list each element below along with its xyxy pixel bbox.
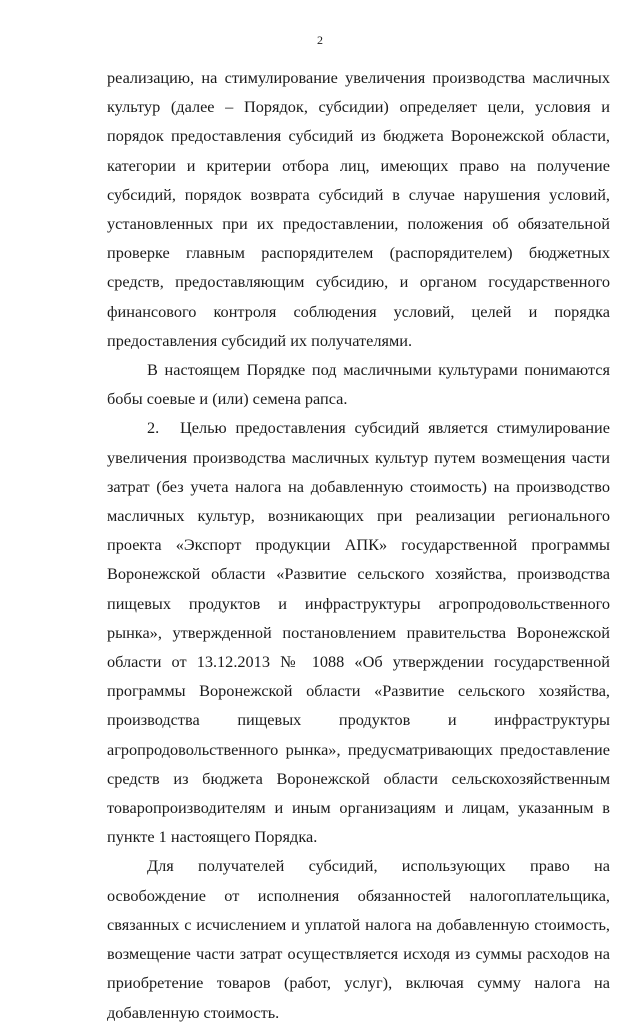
page-number: 2	[317, 33, 323, 47]
paragraph-number: 2.	[147, 418, 160, 438]
paragraph-vat-exemption: Для получателей субсидий, использующих право на освобождение от исполнения обязанностей налогоплательщика, связанных с исчислением и уплатой налога на добавленную стоимость, возмещение части затрат осуществляется исходя из суммы расходов на приобретение товаров (работ, услуг), включая сумму налога на добавленную стоимость.	[107, 856, 610, 1022]
paragraph-oilseed-definition: В настоящем Порядке под масличными культурами понимаются бобы соевые и (или) семена рапса.	[107, 360, 610, 409]
document-body	[107, 63, 610, 1027]
paragraph-purpose-scope: реализацию, на стимулирование увеличения производства масличных культур (далее – Порядок, субсидии) определяет цели, условия и порядок предоставления субсидий из бюджета Воронежской области, категории и критерии отбора лиц, имеющих право на получение субсидий, порядок возврата субсидий в случае нарушения условий, установленных при их предоставлении, положения об обязательной проверке главным распорядителем (распорядителем) бюджетных средств, предоставляющим субсидию, и органом государственного финансового контроля соблюдения условий, целей и порядка предоставления субсидий их получателями.	[107, 68, 610, 350]
paragraph-subsidy-goal-text: Целью предоставления субсидий является стимулирование увеличения производства масличных культур путем возмещения части затрат (без учета налога на добавленную стоимость) на производство масличных культур, возникающих при реализации регионального проекта «Экспорт продукции АПК» государственной программы Воронежской области «Развитие сельского хозяйства, производства пищевых продуктов и инфраструктуры агропродовольственного рынка», утвержденной постановлением правительства Воронежской области от 13.12.2013 № 1088 «Об утверждении государственной программы Воронежской области «Развитие сельского хозяйства, производства пищевых продуктов и инфраструктуры агропродовольственного рынка», предусматривающих предоставление средств из бюджета Воронежской области сельскохозяйственным товаропроизводителям и иным организациям и лицам, указанным в пункте 1 настоящего Порядка.	[107, 418, 610, 847]
paragraph-subsidy-goal	[107, 413, 610, 851]
